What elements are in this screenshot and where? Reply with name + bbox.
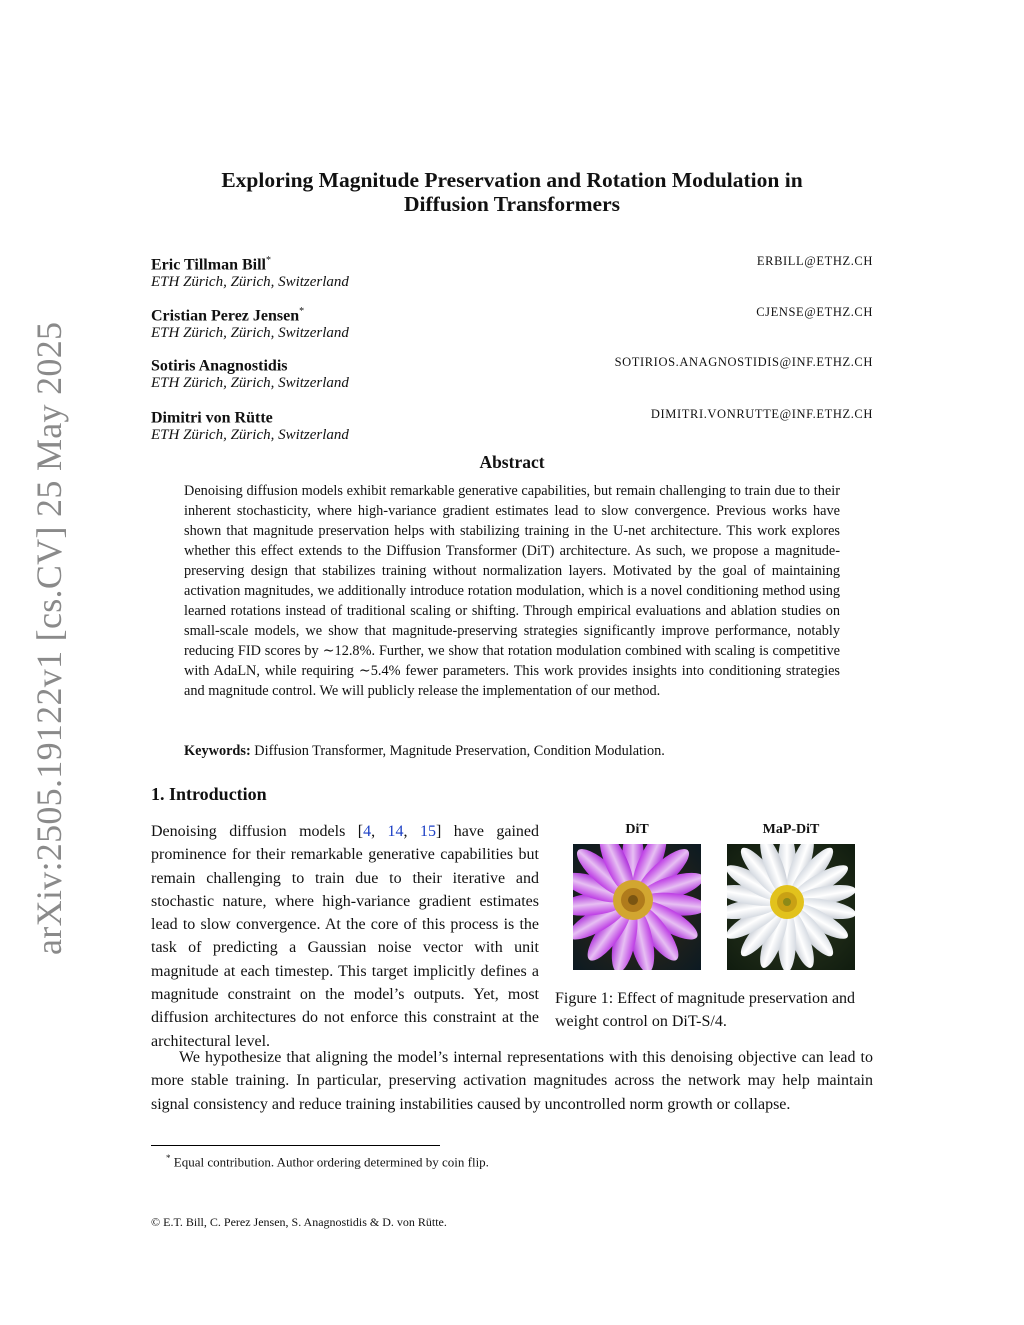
author-name: Cristian Perez Jensen* [151, 306, 305, 325]
author-affiliation: ETH Zürich, Zürich, Switzerland [151, 375, 349, 391]
dit-flower-image [573, 844, 701, 970]
map-dit-flower-illustration [727, 844, 855, 970]
keywords-text: Diffusion Transformer, Magnitude Preservation, Condition Modulation. [254, 743, 665, 759]
section-heading: 1. Introduction [151, 784, 267, 804]
author-affiliation: ETH Zürich, Zürich, Switzerland [151, 427, 349, 443]
author-email[interactable]: DIMITRI.VONRUTTE@INF.ETHZ.CH [650, 407, 873, 421]
author-affiliation: ETH Zürich, Zürich, Switzerland [151, 325, 349, 341]
title-line-2: Diffusion Transformers [404, 192, 620, 216]
citation-link[interactable]: 15 [419, 823, 436, 840]
author-name: Dimitri von Rütte [151, 409, 273, 427]
author-name: Eric Tillman Bill* [151, 255, 271, 274]
dit-flower-illustration [573, 844, 701, 970]
footnote [166, 1153, 489, 1170]
figure-caption: Figure 1: Effect of magnitude preservation and weight control on DiT-S/4. [555, 990, 856, 1030]
title-line-1: Exploring Magnitude Preservation and Rotation Modulation in [221, 168, 803, 192]
author-email[interactable]: ERBILL@ETHZ.CH [756, 254, 873, 268]
author-email[interactable]: SOTIRIOS.ANAGNOSTIDIS@INF.ETHZ.CH [614, 355, 873, 369]
abstract-text: Denoising diffusion models exhibit remarkable generative capabilities, but remain challenging to train due to their inherent stochasticity, where high-variance gradient estimates lead to slow convergence. Previous works have shown that magnitude preservation helps with stabilizing training in the U-net architecture. This work explores whether this effect extends to the Diffusion Transformer (DiT) architecture. As such, we propose a magnitude-preserving design that stabilizes training without normalization layers. Motivated by the goal of maintaining activation magnitudes, we additionally introduce rotation modulation, which is a novel conditioning method using learned rotations instead of traditional scaling or shifting. Through empirical evaluations and ablation studies on small-scale models, we show that magnitude-preserving strategies significantly improve performance, notably reducing FID scores by ∼12.8%. Further, we show that rotation modulation combined with scaling is competitive with AdaLN, while requiring ∼5.4% fewer parameters. This work provides insights into conditioning strategies and magnitude control. We will publicly release the implementation of our method. [184, 483, 840, 699]
copyright-line: © E.T. Bill, C. Perez Jensen, S. Anagnostidis & D. von Rütte. [151, 1215, 447, 1229]
intro-paragraph-1: Denoising diffusion models [4, 14, 15] have gained prominence for their remarkable generative capabilities but remain challenging to train due to their iterative and stochastic nature, where high-variance gradient estimates lead to slow convergence. At the core of this process is the task of predicting a Gaussian noise vector with unit magnitude at each timestep. This target implicitly defines a magnitude constraint on the model’s outputs. Yet, most diffusion architectures do not enforce this constraint at the architectural level. [151, 823, 540, 1050]
map-dit-flower-image [727, 844, 855, 970]
author-name: Sotiris Anagnostidis [151, 357, 288, 375]
keywords-label: Keywords: [184, 743, 251, 759]
intro-paragraph-2: We hypothesize that aligning the model’s internal representations with this denoising objective can lead to more stable training. In particular, preserving activation magnitudes across the network may help maintain signal consistency and reduce training instabilities caused by uncontrolled norm growth or collapse. [151, 1049, 873, 1113]
footnote-mark: * [166, 1153, 171, 1163]
figure-label-map-dit: MaP-DiT [762, 822, 820, 837]
abstract-heading: Abstract [479, 452, 545, 472]
citation-link[interactable]: 4 [363, 823, 372, 840]
citation-link[interactable]: 14 [387, 823, 404, 840]
keywords [184, 741, 840, 761]
author-email[interactable]: CJENSE@ETHZ.CH [756, 305, 873, 319]
arxiv-stamp: arXiv:2505.19122v1 [cs.CV] 25 May 2025 [29, 321, 69, 955]
footnote-text: Equal contribution. Author ordering determined by coin flip. [170, 1154, 489, 1170]
author-affiliation: ETH Zürich, Zürich, Switzerland [151, 274, 349, 290]
paper-title [151, 168, 873, 216]
figure-label-dit: DiT [625, 822, 649, 837]
footnote-rule [151, 1145, 440, 1146]
